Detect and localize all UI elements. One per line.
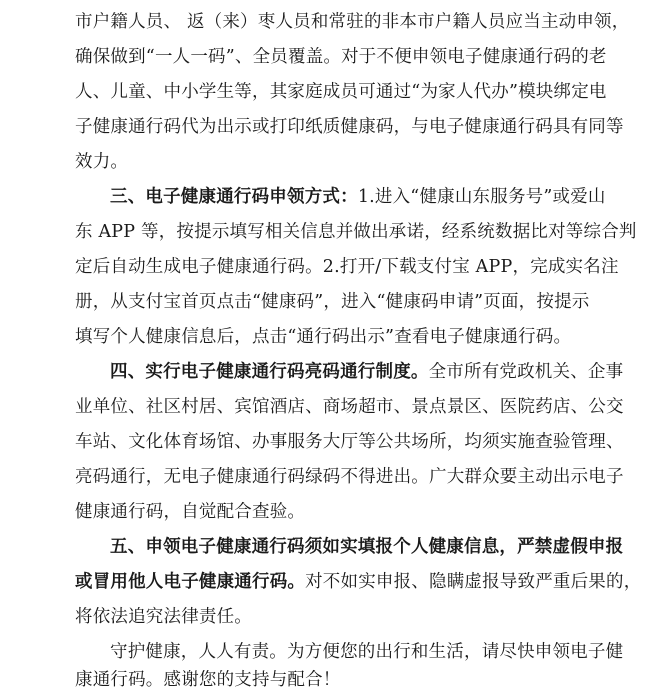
section-heading-line: 或冒用他人电子健康通行码。对不如实申报、隐瞒虚报导致严重后果的， <box>75 572 642 592</box>
text-line: 人、儿童、中小学生等，其家庭成员可通过“为家人代办”模块绑定电 <box>75 82 607 102</box>
section-heading-line: 四、实行电子健康通行码亮码通行制度。全市所有党政机关、企事 <box>110 362 624 382</box>
text-line: 定后自动生成电子健康通行码。2.打开/下载支付宝 APP，完成实名注 <box>75 257 619 277</box>
text-line: 将依法追究法律责任。 <box>75 607 252 627</box>
text-line: 车站、文化体育场馆、办事服务大厅等公共场所，均须实施查验管理、 <box>75 432 624 452</box>
section-heading-line: 三、电子健康通行码申领方式：1.进入“健康山东服务号”或爱山 <box>110 187 606 207</box>
section-heading: 五、申领电子健康通行码须如实填报个人健康信息，严禁虚假申报 <box>110 537 624 557</box>
text-line: 业单位、社区村居、宾馆酒店、商场超市、景点景区、医院药店、公交 <box>75 397 624 417</box>
section-heading: 四、实行电子健康通行码亮码通行制度。 <box>110 362 429 382</box>
closing-line: 守护健康，人人有责。为方便您的出行和生活，请尽快申领电子健 <box>110 642 624 662</box>
text-line: 册，从支付宝首页点击“健康码”，进入“健康码申请”页面，按提示 <box>75 292 590 312</box>
text-line: 东 APP 等，按提示填写相关信息并做出承诺，经系统数据比对等综合判 <box>75 222 637 242</box>
text-line: 亮码通行，无电子健康通行码绿码不得进出。广大群众要主动出示电子 <box>75 467 624 487</box>
text-line: 健康通行码，自觉配合查验。 <box>75 502 306 522</box>
text-line: 子健康通行码代为出示或打印纸质健康码，与电子健康通行码具有同等 <box>75 117 624 137</box>
section-heading: 三、电子健康通行码申领方式： <box>110 187 358 207</box>
section-heading-continued: 或冒用他人电子健康通行码。 <box>75 572 306 592</box>
text-line: 效力。 <box>75 152 129 172</box>
text-line: 填写个人健康信息后，点击“通行码出示”查看电子健康通行码。 <box>75 327 572 347</box>
text-line: 市户籍人员、 返（来）枣人员和常驻的非本市户籍人员应当主动申领， <box>75 12 630 32</box>
text-line: 确保做到“一人一码”、全员覆盖。对于不便申领电子健康通行码的老 <box>75 47 607 67</box>
closing-line: 康通行码。感谢您的支持与配合！ <box>75 670 341 690</box>
section-heading-line <box>110 527 623 567</box>
